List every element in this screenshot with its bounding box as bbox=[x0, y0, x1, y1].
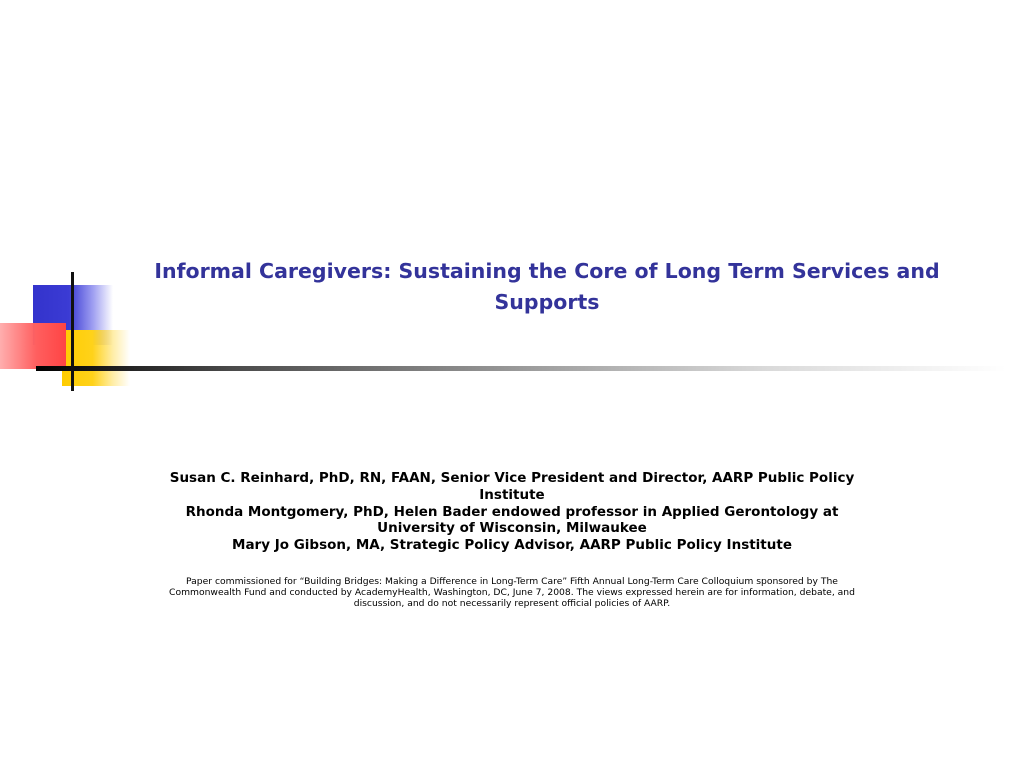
slide-title: Informal Caregivers: Sustaining the Core of Long Term Services and Supports bbox=[154, 259, 940, 314]
vertical-decor-rule bbox=[71, 272, 74, 391]
author-reinhard: Susan C. Reinhard, PhD, RN, FAAN, Senior Vice President and Director, AARP Public Policy Institute bbox=[169, 470, 855, 503]
author-gibson: Mary Jo Gibson, MA, Strategic Policy Advisor, AARP Public Policy Institute bbox=[232, 537, 792, 554]
commission-note: Paper commissioned for “Building Bridges: Making a Difference in Long-Term Care” Fifth Annual Long-Term Care Colloquium sponsored by The Commonwealth Fund and conducted by AcademyHealth, Washington, DC, June 7, 2008. The views expressed herein are for information, debate, and discussion, and do not necessarily represent official policies of AARP. bbox=[169, 576, 855, 610]
title-underline-rule bbox=[36, 366, 1006, 371]
red-decor-block bbox=[0, 323, 66, 369]
author-montgomery: Rhonda Montgomery, PhD, Helen Bader endowed professor in Applied Gerontology at University of Wisconsin, Milwaukee bbox=[185, 503, 839, 537]
author-list bbox=[150, 470, 874, 554]
